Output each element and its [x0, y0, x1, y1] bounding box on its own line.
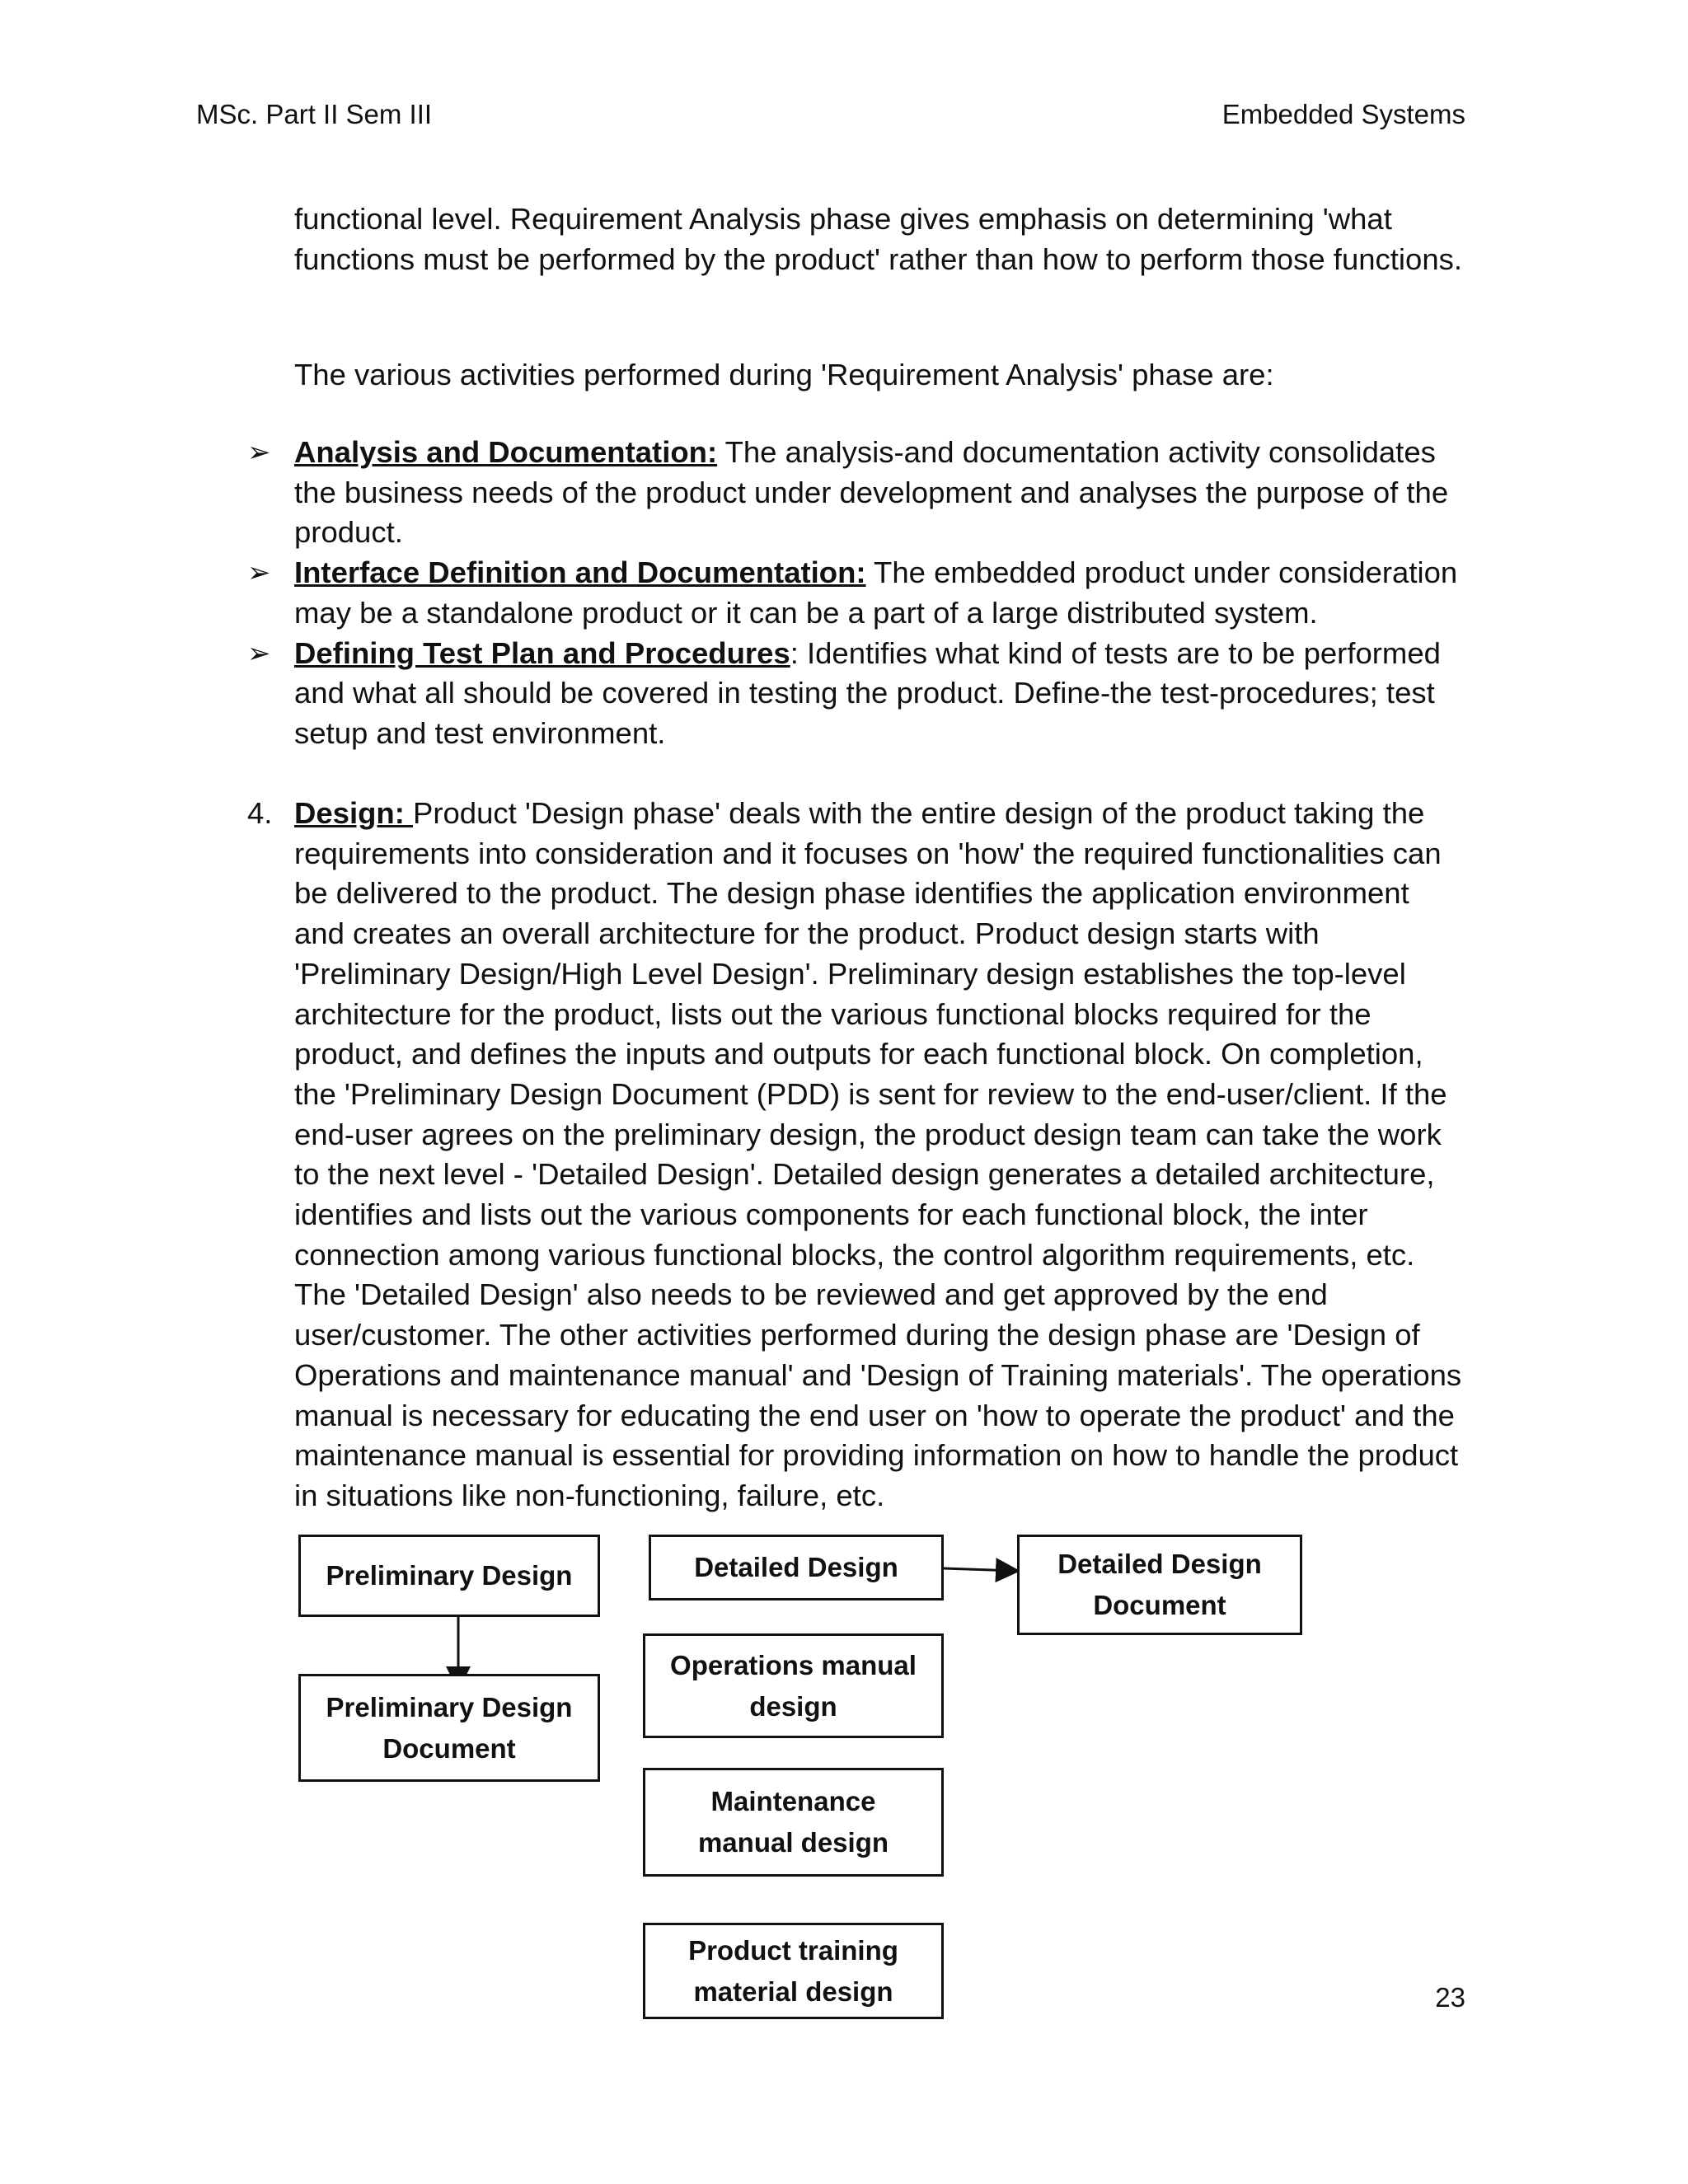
- preliminary-design-document-box: [298, 1674, 600, 1782]
- box-label: Preliminary Design: [326, 1691, 573, 1722]
- intro-activities-line: The various activities performed during 'Requirement Analysis' phase are:: [294, 358, 1274, 391]
- bullet-text: The embedded product under consideration may be a standalone product or it can be a part of a large distributed system.: [294, 555, 1458, 630]
- header-right: Embedded Systems: [1221, 99, 1465, 129]
- box-label: Operations manual: [670, 1649, 917, 1680]
- box-label: Document: [382, 1732, 516, 1764]
- intro-paragraph: functional level. Requirement Analysis phase gives emphasis on determining 'what functions must be performed by the product' rather than how to perform those functions.: [294, 202, 1463, 276]
- arrow-bullet-icon: ➢: [247, 637, 271, 669]
- box-label: Product training: [688, 1934, 898, 1966]
- maintenance-manual-box: [643, 1768, 944, 1877]
- box-label: manual design: [697, 1827, 889, 1858]
- operations-manual-box: [643, 1633, 944, 1738]
- box-label: Preliminary Design: [326, 1560, 573, 1591]
- detailed-design-document-box: [1017, 1535, 1302, 1635]
- arrow-bullet-icon: ➢: [247, 557, 271, 589]
- page-number: 23: [1435, 1982, 1465, 2013]
- design-text: Product 'Design phase' deals with the entire design of the product taking the requirements into consideration and it focuses on 'how' the required functionalities can be delivered to the product. The design phase identifies the application environment and creates an overall architecture for the product. Product design starts with 'Preliminary Design/High Level Design'. Preliminary design establishes the top-level architecture for the product, lists out the various functional blocks required for the product, and defines the inputs and outputs for each functional block. On completion, the 'Preliminary Design Document (PDD) is sent for review to the end-user/client. If the end-user agrees on the preliminary design, the product design team can take the work to the next level - 'Detailed Design'. Detailed design generates a detailed architecture, identifies and lists out the various components for each functional block, the inter connection among various functional blocks, the control algorithm requirements, etc. The 'Detailed Design' also needs to be reviewed and get approved by the end user/customer. The other activities performed during the design phase are 'Design of Operations and maintenance manual' and 'Design of Training materials'. The operations manual is necessary for educating the end user on 'how to operate the product' and the maintenance manual is essential for providing information on how to handle the product in situations like non-functioning, failure, etc.: [294, 796, 1462, 1512]
- bullet-text: : Identifies what kind of tests are to be performed and what all should be covered in testing the product. Define-the test-procedures; test setup and test environment.: [294, 635, 1441, 750]
- box-label: Detailed Design: [694, 1552, 898, 1582]
- preliminary-design-box: [298, 1535, 600, 1617]
- arrow-detailed-to-document: [944, 1568, 1015, 1571]
- box-label: design: [749, 1690, 837, 1722]
- bullet-text: The analysis-and documentation activity consolidates the business needs of the product under development and analyses the purpose of the product.: [294, 435, 1449, 550]
- bullet-term: Interface Definition and Documentation:: [294, 555, 866, 590]
- bullet-term: Defining Test Plan and Procedures: [294, 635, 790, 670]
- box-label: Detailed Design: [1057, 1549, 1262, 1579]
- design-term: Design:: [294, 796, 413, 830]
- box-label: Maintenance: [710, 1786, 876, 1816]
- box-label: Document: [1093, 1590, 1226, 1620]
- arrow-bullet-icon: ➢: [247, 437, 271, 468]
- training-material-box: [643, 1923, 944, 2019]
- bullet-term: Analysis and Documentation:: [294, 435, 718, 469]
- box-label: material design: [693, 1975, 893, 2007]
- detailed-design-box: [649, 1535, 944, 1601]
- section-number: 4.: [247, 796, 273, 830]
- header-left: MSc. Part II Sem III: [196, 99, 433, 129]
